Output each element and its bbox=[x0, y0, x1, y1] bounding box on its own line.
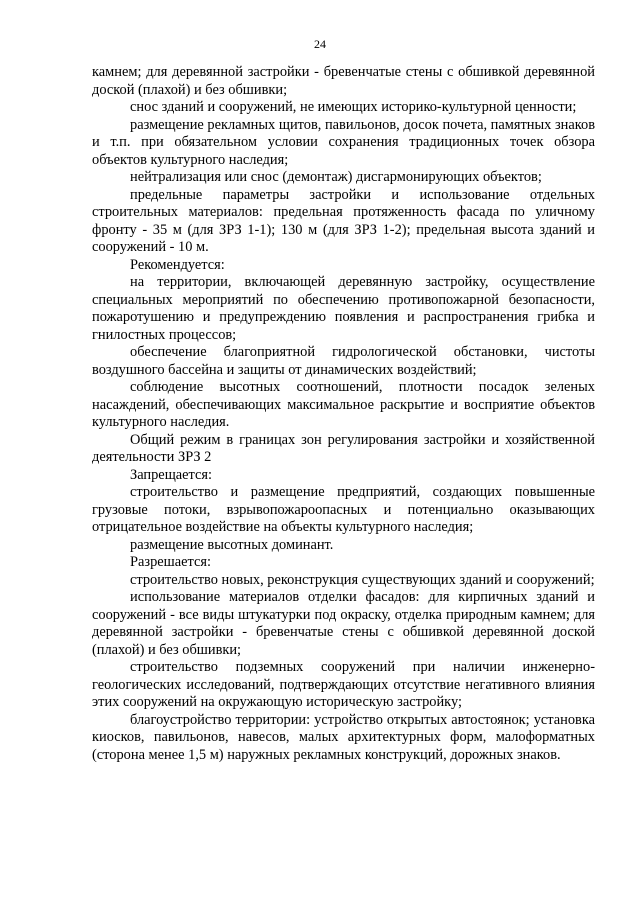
paragraph-neutralization: нейтрализация или снос (демонтаж) дисгармонирующих объектов; bbox=[130, 169, 542, 185]
paragraph-hydrology: обеспечение благоприятной гидрологической обстановки, чистоты воздушного бассейна и защиты от динамических воздействий; bbox=[92, 344, 595, 378]
paragraph-advertising: размещение рекламных щитов, павильонов, досок почета, памятных знаков и т.п. при обязательном условии сохранения традиционных точек обзора объектов культурного наследия; bbox=[92, 116, 595, 168]
heading-prohibited: Запрещается: bbox=[130, 466, 213, 483]
paragraph-limit-parameters: предельные параметры застройки и использование отдельных строительных материалов: предельная протяженность фасада по уличному фронту - 35 м (для ЗРЗ 1-1); 130 м (для ЗРЗ 1-2); предельная высота зданий и сооружений - 10 м. bbox=[92, 186, 595, 255]
paragraph-demolition: снос зданий и сооружений, не имеющих историко-культурной ценности; bbox=[130, 99, 577, 115]
paragraph-dominants: размещение высотных доминант. bbox=[130, 536, 334, 553]
continued-paragraph: камнем; для деревянной застройки - бревенчатые стены с обшивкой деревянной доской (плахой) и без обшивки; bbox=[92, 64, 595, 98]
paragraph-underground: строительство подземных сооружений при наличии инженерно-геологических исследований, подтверждающих отсутствие негативного влияния этих сооружений на окружающую историческую застройку; bbox=[92, 659, 595, 710]
heading-permitted: Разрешается: bbox=[130, 554, 211, 570]
paragraph-fire-safety: на территории, включающей деревянную застройку, осуществление специальных мероприятий по обеспечению противопожарной безопасности, пожаротушению и предупреждению появления и распространения грибка и гнилостных процессов; bbox=[92, 274, 595, 343]
paragraph-height-ratios: соблюдение высотных соотношений, плотности посадок зеленых насаждений, обеспечивающих максимальное раскрытие и восприятие объектов культурного наследия. bbox=[92, 379, 595, 430]
page-number: 24 bbox=[314, 37, 326, 51]
heading-recommended: Рекомендуется: bbox=[130, 256, 225, 273]
paragraph-facade-materials: использование материалов отделки фасадов: для кирпичных зданий и сооружений - все виды штукатурки под окраску, отделка природным камнем; для деревянной застройки - бревенчатые стены с обшивкой деревянной доской (плахой) и без обшивки; bbox=[92, 589, 595, 658]
paragraph-construction: строительство новых, реконструкция существующих зданий и сооружений; bbox=[130, 571, 595, 588]
paragraph-enterprises: строительство и размещение предприятий, создающих повышенные грузовые потоки, взрывопожароопасных и потенциально оказывающих отрицательное воздействие на объекты культурного наследия; bbox=[92, 484, 595, 535]
heading-zone-regime: Общий режим в границах зон регулирования застройки и хозяйственной деятельности ЗРЗ 2 bbox=[92, 431, 595, 465]
paragraph-landscaping: благоустройство территории: устройство открытых автостоянок; установка киосков, павильонов, навесов, малых архитектурных форм, малоформатных (сторона менее 1,5 м) наружных рекламных конструкций, дорожных знаков. bbox=[92, 711, 595, 763]
document-body bbox=[92, 64, 595, 764]
